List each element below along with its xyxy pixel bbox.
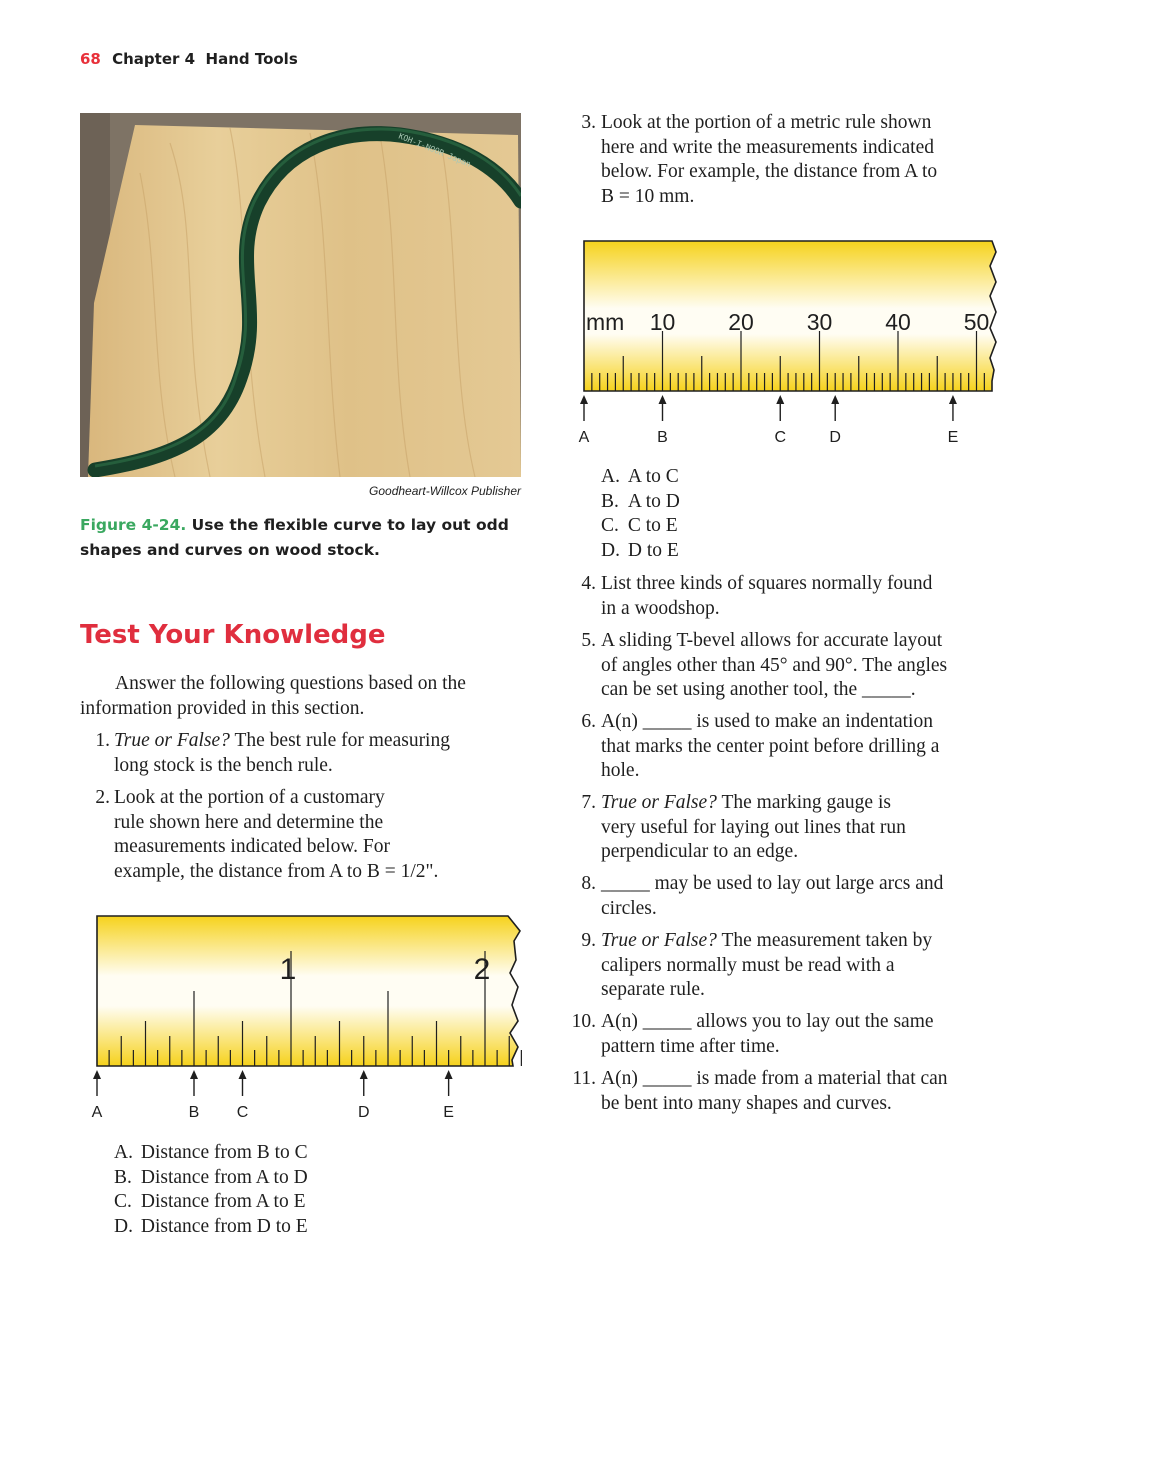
list-item: A. A to C bbox=[601, 466, 679, 487]
point-marker-D bbox=[829, 395, 841, 446]
section-title: Test Your Knowledge bbox=[80, 620, 386, 650]
list-item: C. C to E bbox=[601, 515, 678, 536]
question-text: Look at the portion of a metric rule shown bbox=[601, 112, 932, 133]
question-text: of angles other than 45° and 90°. The angles bbox=[601, 654, 948, 676]
question-text: circles. bbox=[601, 897, 657, 919]
q2-answer-list bbox=[114, 1141, 308, 1239]
photo-brand-text: KOH-I-NOOR Japan bbox=[397, 131, 473, 169]
q3-answer-list bbox=[601, 465, 680, 563]
question-text: A(n) _____ is used to make an indentation bbox=[601, 711, 933, 732]
rule-unit-label: mm bbox=[586, 309, 625, 335]
list-item: A. Distance from B to C bbox=[114, 1142, 308, 1163]
section-intro bbox=[80, 672, 525, 721]
rule-body bbox=[97, 916, 520, 1066]
question-text: separate rule. bbox=[601, 979, 705, 1000]
figure-caption bbox=[80, 513, 520, 563]
question-text: List three kinds of squares normally found bbox=[601, 573, 933, 594]
point-marker-B bbox=[189, 1070, 200, 1121]
point-label: B bbox=[657, 429, 668, 446]
question-number: 4. bbox=[581, 573, 596, 594]
question-number: 5. bbox=[581, 630, 596, 651]
point-marker-C bbox=[774, 395, 786, 446]
flexible-curve-photo bbox=[80, 113, 521, 477]
customary-rule-diagram bbox=[80, 905, 530, 1127]
point-label: A bbox=[91, 1104, 103, 1121]
point-marker-C bbox=[237, 1070, 249, 1121]
question-text: The measurement taken by bbox=[721, 930, 933, 951]
point-label: C bbox=[774, 429, 787, 446]
question-text: be bent into many shapes and curves. bbox=[601, 1092, 892, 1114]
list-item: C. Distance from A to E bbox=[114, 1191, 306, 1212]
question-text: perpendicular to an edge. bbox=[601, 841, 799, 862]
point-label: E bbox=[443, 1104, 454, 1121]
question-number: 1. bbox=[95, 730, 110, 751]
question-number: 6. bbox=[581, 711, 596, 732]
question-text: B = 10 mm. bbox=[601, 185, 695, 207]
rule-number: 50 bbox=[963, 309, 990, 335]
point-label: B bbox=[188, 1104, 200, 1121]
rule-body bbox=[584, 241, 996, 391]
question-text: pattern time after time. bbox=[601, 1035, 780, 1057]
question-text: in a woodshop. bbox=[601, 597, 720, 619]
point-label: D bbox=[829, 429, 841, 446]
question-text: The marking gauge is bbox=[721, 792, 891, 813]
rule-number: 1 bbox=[279, 953, 297, 986]
question-number: 3. bbox=[581, 112, 596, 133]
question-number: 11. bbox=[572, 1068, 596, 1089]
question-number: 2. bbox=[95, 787, 110, 808]
question-text: _____ may be used to lay out large arcs and bbox=[601, 873, 944, 894]
page-number: 68 bbox=[80, 50, 101, 68]
point-marker-E bbox=[948, 395, 959, 446]
list-item: B. Distance from A to D bbox=[114, 1166, 308, 1188]
question-text: The best rule for measuring bbox=[234, 730, 450, 751]
running-header bbox=[80, 50, 298, 68]
point-label: E bbox=[947, 429, 959, 446]
question-text: measurements indicated below. For bbox=[114, 836, 390, 857]
question-number: 9. bbox=[581, 930, 596, 951]
true-false-label: True or False? bbox=[601, 930, 717, 951]
list-item: B. A to D bbox=[601, 490, 680, 512]
question-text: A sliding T-bevel allows for accurate layout bbox=[601, 630, 943, 651]
point-marker-D bbox=[358, 1070, 370, 1121]
rule-number: 10 bbox=[649, 309, 676, 335]
question-text: below. For example, the distance from A to bbox=[601, 161, 938, 182]
point-marker-E bbox=[443, 1070, 454, 1121]
list-item: D. Distance from D to E bbox=[114, 1215, 308, 1237]
point-label: D bbox=[357, 1104, 370, 1121]
figure-number: Figure 4-24. bbox=[80, 516, 187, 534]
question-number: 7. bbox=[581, 792, 596, 813]
chapter-label: Chapter 4 bbox=[112, 50, 196, 68]
point-label: C bbox=[236, 1104, 249, 1121]
question-text: rule shown here and determine the bbox=[114, 811, 384, 833]
chapter-title: Hand Tools bbox=[205, 50, 298, 68]
intro-line-2: information provided in this section. bbox=[80, 697, 365, 719]
question-text: A(n) _____ allows you to lay out the same bbox=[601, 1011, 934, 1032]
question-number: 8. bbox=[581, 873, 596, 894]
question-text: can be set using another tool, the _____. bbox=[601, 679, 916, 700]
question-text: long stock is the bench rule. bbox=[114, 754, 333, 776]
true-false-label: True or False? bbox=[114, 730, 230, 751]
question-number: 10. bbox=[571, 1011, 596, 1032]
question-text: example, the distance from A to B = 1/2". bbox=[114, 860, 439, 882]
rule-number: 40 bbox=[885, 309, 911, 335]
metric-rule-diagram bbox=[570, 230, 1010, 452]
question-text: hole. bbox=[601, 760, 640, 781]
question-text: that marks the center point before drilling a bbox=[601, 735, 940, 757]
list-item: D. D to E bbox=[601, 539, 679, 561]
question-text: Look at the portion of a customary bbox=[114, 787, 385, 808]
rule-number: 20 bbox=[728, 309, 754, 335]
rule-number: 30 bbox=[806, 309, 833, 335]
question-text: very useful for laying out lines that run bbox=[601, 816, 906, 838]
point-marker-A bbox=[579, 395, 590, 446]
point-marker-B bbox=[657, 395, 668, 446]
caption-line-1: Use the flexible curve to lay out odd bbox=[191, 516, 509, 534]
point-label: A bbox=[578, 429, 590, 446]
question-text: A(n) _____ is made from a material that can bbox=[601, 1068, 948, 1089]
point-marker-A bbox=[92, 1070, 103, 1121]
question-text: calipers normally must be read with a bbox=[601, 954, 895, 976]
true-false-label: True or False? bbox=[601, 792, 717, 813]
question-text: here and write the measurements indicated bbox=[601, 136, 934, 158]
caption-line-2: shapes and curves on wood stock. bbox=[80, 541, 380, 559]
rule-number: 2 bbox=[473, 953, 491, 986]
intro-line-1: Answer the following questions based on the bbox=[115, 673, 466, 694]
figure-credit: Goodheart-Willcox Publisher bbox=[369, 484, 521, 498]
